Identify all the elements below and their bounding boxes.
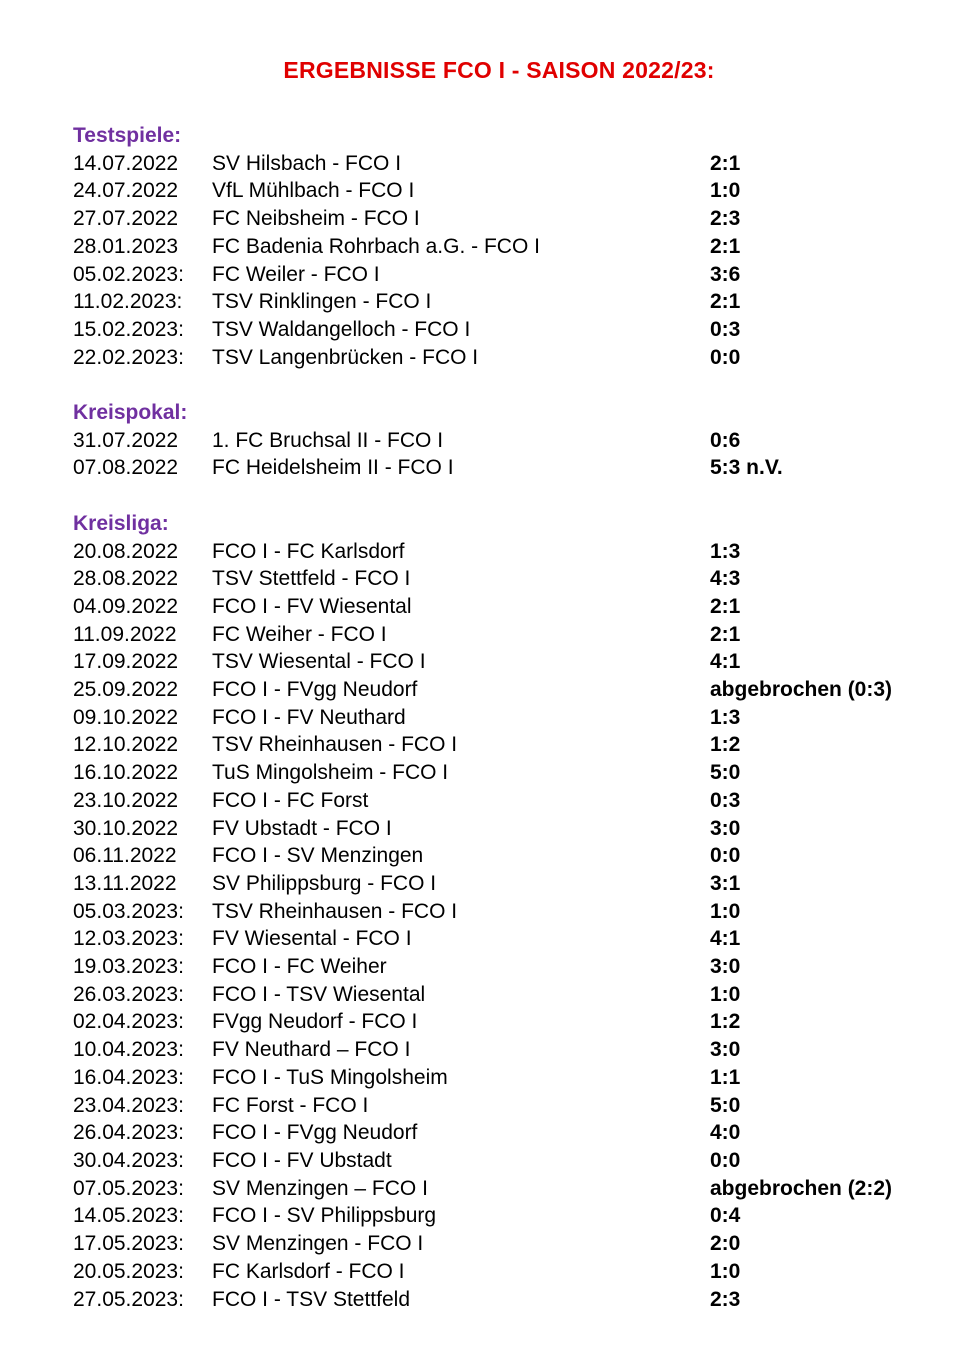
section-rows <box>73 150 925 372</box>
result-row <box>73 1286 925 1314</box>
match-result: 4:1 <box>710 650 741 674</box>
results-section <box>73 510 925 1313</box>
result-row <box>73 1036 925 1064</box>
result-row <box>73 261 925 289</box>
match-date: 05.02.2023: <box>73 262 184 286</box>
match-result: 3:6 <box>710 262 741 286</box>
match-date: 30.10.2022 <box>73 816 179 840</box>
match-date: 19.03.2023: <box>73 955 184 979</box>
match-teams: SV Menzingen – FCO I <box>212 1176 428 1200</box>
section-header: Testspiele: <box>73 124 182 147</box>
match-result: 4:3 <box>710 567 741 591</box>
match-teams: FCO I - FC Weiher <box>212 955 387 979</box>
match-teams: FC Heidelsheim II - FCO I <box>212 456 454 480</box>
section-header: Kreisliga: <box>73 511 169 535</box>
result-row <box>73 593 925 621</box>
match-teams: FC Forst - FCO I <box>212 1093 369 1117</box>
match-result: 3:0 <box>710 1038 741 1062</box>
result-row <box>73 1230 925 1258</box>
match-date: 14.07.2022 <box>73 151 179 175</box>
match-teams: FCO I - FV Neuthard <box>212 705 406 729</box>
match-teams: TuS Mingolsheim - FCO I <box>212 761 449 785</box>
match-date: 20.05.2023: <box>73 1259 184 1283</box>
result-row <box>73 925 925 953</box>
match-result: 1:1 <box>710 1065 741 1089</box>
match-date: 11.09.2022 <box>73 622 177 646</box>
result-row <box>73 233 925 261</box>
match-teams: TSV Rinklingen - FCO I <box>212 290 432 314</box>
match-teams: FCO I - TuS Mingolsheim <box>212 1065 448 1089</box>
result-row <box>73 1008 925 1036</box>
match-date: 06.11.2022 <box>73 844 177 868</box>
match-result: 2:3 <box>710 1287 741 1311</box>
match-result: 1:0 <box>710 179 741 203</box>
match-date: 16.04.2023: <box>73 1065 184 1089</box>
match-date: 28.01.2023 <box>73 234 179 258</box>
result-row <box>73 1092 925 1120</box>
match-date: 23.10.2022 <box>73 788 179 812</box>
page-title: ERGEBNISSE FCO I - SAISON 2022/23: <box>283 57 715 83</box>
match-date: 20.08.2022 <box>73 539 179 563</box>
match-result: 2:1 <box>710 151 741 175</box>
match-teams: FC Karlsdorf - FCO I <box>212 1259 405 1283</box>
result-row <box>73 759 925 787</box>
match-result: 1:0 <box>710 1259 741 1283</box>
section-rows <box>73 538 925 1314</box>
result-row <box>73 1147 925 1175</box>
match-date: 24.07.2022 <box>73 179 179 203</box>
match-date: 23.04.2023: <box>73 1093 184 1117</box>
result-row <box>73 288 925 316</box>
match-result: 1:2 <box>710 1010 741 1034</box>
match-date: 16.10.2022 <box>73 761 179 785</box>
match-date: 17.09.2022 <box>73 650 179 674</box>
result-row <box>73 870 925 898</box>
result-row <box>73 953 925 981</box>
match-teams: VfL Mühlbach - FCO I <box>212 179 415 203</box>
section-rows <box>73 427 925 482</box>
match-result: 3:0 <box>710 955 741 979</box>
match-teams: FCO I - FC Forst <box>212 788 369 812</box>
match-date: 14.05.2023: <box>73 1204 184 1228</box>
result-row <box>73 704 925 732</box>
match-result: 2:3 <box>710 207 741 231</box>
match-teams: FV Wiesental - FCO I <box>212 927 412 951</box>
result-row <box>73 1119 925 1147</box>
match-date: 10.04.2023: <box>73 1038 184 1062</box>
match-result: abgebrochen (2:2) <box>710 1176 893 1200</box>
match-teams: TSV Rheinhausen - FCO I <box>212 899 458 923</box>
result-row <box>73 177 925 205</box>
match-teams: FCO I - FV Wiesental <box>212 594 412 618</box>
result-row <box>73 427 925 455</box>
match-result: 1:0 <box>710 982 741 1006</box>
result-row <box>73 815 925 843</box>
match-date: 26.04.2023: <box>73 1121 184 1145</box>
result-row <box>73 731 925 759</box>
match-teams: 1. FC Bruchsal II - FCO I <box>212 428 444 452</box>
match-result: 0:3 <box>710 317 741 341</box>
match-teams: FCO I - FVgg Neudorf <box>212 678 418 702</box>
match-date: 15.02.2023: <box>73 317 184 341</box>
match-result: 1:3 <box>710 539 741 563</box>
result-row <box>73 565 925 593</box>
result-row <box>73 150 925 178</box>
results-section <box>73 399 925 482</box>
result-row <box>73 676 925 704</box>
result-row <box>73 316 925 344</box>
result-row <box>73 842 925 870</box>
match-date: 17.05.2023: <box>73 1232 184 1256</box>
match-teams: SV Menzingen - FCO I <box>212 1232 424 1256</box>
match-result: 0:0 <box>710 844 741 868</box>
match-date: 09.10.2022 <box>73 705 179 729</box>
match-date: 11.02.2023: <box>73 290 183 314</box>
match-teams: FCO I - SV Menzingen <box>212 844 424 868</box>
match-teams: FC Badenia Rohrbach a.G. - FCO I <box>212 234 540 258</box>
match-teams: FCO I - SV Philippsburg <box>212 1204 437 1228</box>
match-teams: FCO I - FV Ubstadt <box>212 1148 392 1172</box>
match-date: 02.04.2023: <box>73 1010 184 1034</box>
match-teams: SV Hilsbach - FCO I <box>212 151 402 175</box>
match-date: 30.04.2023: <box>73 1148 184 1172</box>
match-result: 2:1 <box>710 290 741 314</box>
match-date: 07.08.2022 <box>73 456 179 480</box>
match-date: 05.03.2023: <box>73 899 184 923</box>
match-date: 27.07.2022 <box>73 207 179 231</box>
result-row <box>73 538 925 566</box>
match-date: 26.03.2023: <box>73 982 184 1006</box>
match-date: 31.07.2022 <box>73 428 179 452</box>
match-teams: TSV Rheinhausen - FCO I <box>212 733 458 757</box>
match-result: 0:0 <box>710 345 741 369</box>
match-result: 1:2 <box>710 733 741 757</box>
match-date: 12.03.2023: <box>73 927 184 951</box>
match-teams: FVgg Neudorf - FCO I <box>212 1010 418 1034</box>
match-result: 5:0 <box>710 1093 741 1117</box>
result-row <box>73 621 925 649</box>
match-date: 07.05.2023: <box>73 1176 184 1200</box>
match-teams: FC Weiler - FCO I <box>212 262 380 286</box>
match-result: 0:4 <box>710 1204 741 1228</box>
match-result: 0:6 <box>710 428 741 452</box>
match-date: 28.08.2022 <box>73 567 179 591</box>
result-row <box>73 981 925 1009</box>
match-result: 4:1 <box>710 927 741 951</box>
match-date: 27.05.2023: <box>73 1287 184 1311</box>
result-row <box>73 454 925 482</box>
match-result: 1:3 <box>710 705 741 729</box>
match-teams: FV Ubstadt - FCO I <box>212 816 392 840</box>
match-result: 1:0 <box>710 899 741 923</box>
results-section <box>73 122 925 371</box>
match-result: 2:0 <box>710 1232 741 1256</box>
result-row <box>73 344 925 372</box>
match-result: 0:3 <box>710 788 741 812</box>
result-row <box>73 787 925 815</box>
match-teams: FV Neuthard – FCO I <box>212 1038 411 1062</box>
match-result: abgebrochen (0:3) <box>710 678 893 702</box>
match-teams: FC Neibsheim - FCO I <box>212 207 420 231</box>
match-result: 5:0 <box>710 761 741 785</box>
match-teams: TSV Waldangelloch - FCO I <box>212 317 471 341</box>
match-teams: FC Weiher - FCO I <box>212 622 387 646</box>
match-teams: TSV Langenbrücken - FCO I <box>212 345 479 369</box>
match-teams: SV Philippsburg - FCO I <box>212 871 437 895</box>
result-row <box>73 1202 925 1230</box>
result-row <box>73 1064 925 1092</box>
result-row <box>73 898 925 926</box>
result-row <box>73 1175 925 1203</box>
match-result: 0:0 <box>710 1148 741 1172</box>
results-list <box>73 122 925 1313</box>
match-teams: TSV Stettfeld - FCO I <box>212 567 411 591</box>
result-row <box>73 648 925 676</box>
match-teams: FCO I - TSV Stettfeld <box>212 1287 411 1311</box>
match-date: 04.09.2022 <box>73 594 179 618</box>
match-result: 5:3 n.V. <box>710 456 783 480</box>
match-result: 3:0 <box>710 816 741 840</box>
result-row <box>73 1258 925 1286</box>
section-header: Kreispokal: <box>73 401 188 425</box>
match-result: 4:0 <box>710 1121 741 1145</box>
match-result: 2:1 <box>710 234 741 258</box>
match-date: 13.11.2022 <box>73 871 177 895</box>
match-date: 12.10.2022 <box>73 733 179 757</box>
match-teams: TSV Wiesental - FCO I <box>212 650 426 674</box>
match-teams: FCO I - FVgg Neudorf <box>212 1121 418 1145</box>
match-result: 2:1 <box>710 622 741 646</box>
result-row <box>73 205 925 233</box>
match-teams: FCO I - TSV Wiesental <box>212 982 426 1006</box>
match-teams: FCO I - FC Karlsdorf <box>212 539 405 563</box>
match-result: 3:1 <box>710 871 741 895</box>
match-date: 22.02.2023: <box>73 345 184 369</box>
match-date: 25.09.2022 <box>73 678 179 702</box>
match-result: 2:1 <box>710 594 741 618</box>
